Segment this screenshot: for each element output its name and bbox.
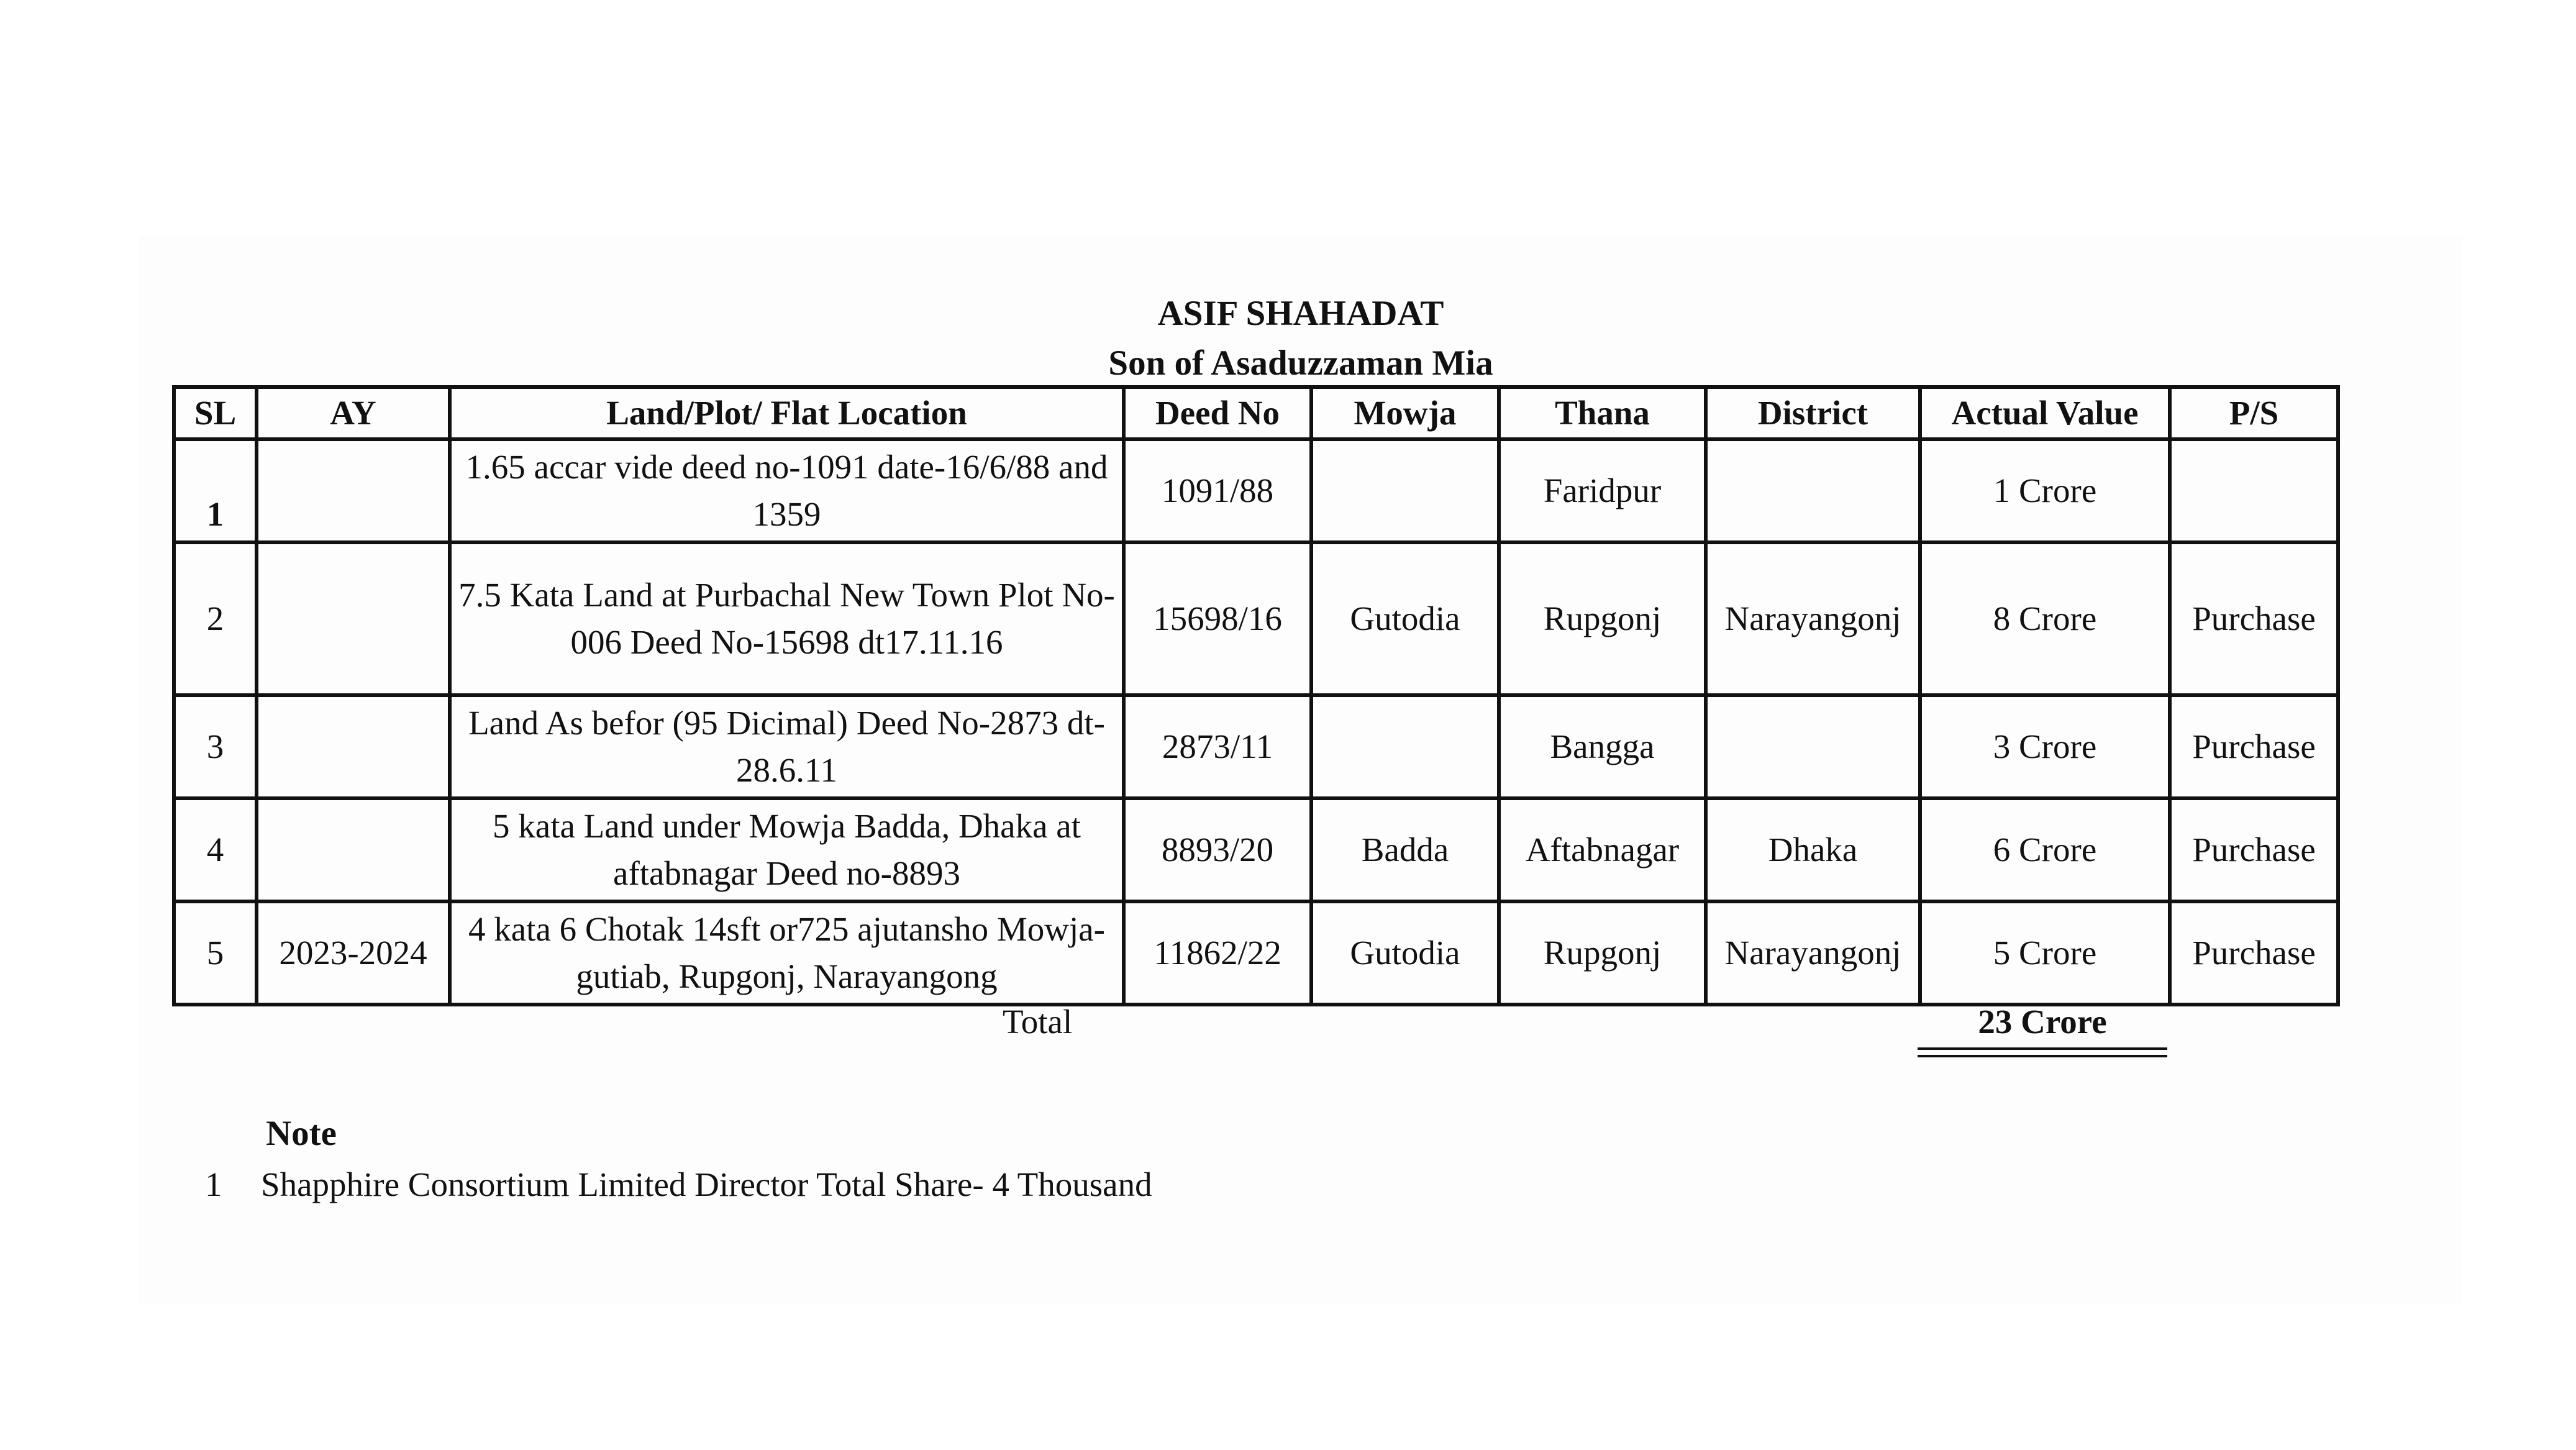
cell-mowja: [1311, 695, 1499, 798]
property-table: [172, 385, 2340, 1006]
column-header-ay: AY: [257, 387, 450, 439]
cell-ay: 2023-2024: [257, 901, 450, 1005]
column-header-ps: P/S: [2170, 387, 2338, 439]
table-row: [174, 439, 2338, 542]
cell-district: [1706, 439, 1920, 542]
cell-thana: Rupgonj: [1499, 901, 1706, 1005]
cell-ay: [257, 439, 450, 542]
document-subtitle: Son of Asaduzzaman Mia: [1108, 344, 1493, 383]
cell-location: 4 kata 6 Chotak 14sft or725 ajutansho Mowja-gutiab, Rupgonj, Narayangong: [450, 901, 1124, 1005]
column-header-actual-value: Actual Value: [1920, 387, 2170, 439]
cell-deed-no: 8893/20: [1124, 798, 1311, 901]
cell-actual-value: 8 Crore: [1920, 542, 2170, 695]
cell-district: [1706, 695, 1920, 798]
table-row: [174, 798, 2338, 901]
document-title: ASIF SHAHADAT: [1157, 294, 1444, 333]
cell-district: Narayangonj: [1706, 542, 1920, 695]
table-row: [174, 901, 2338, 1005]
note-heading: Note: [266, 1114, 337, 1153]
cell-location: Land As befor (95 Dicimal) Deed No-2873 dt-28.6.11: [450, 695, 1124, 798]
cell-mowja: [1311, 439, 1499, 542]
cell-thana: Aftabnagar: [1499, 798, 1706, 901]
total-value: 23 Crore: [1918, 1000, 2167, 1050]
cell-ay: [257, 542, 450, 695]
cell-sl: 1: [174, 439, 257, 542]
cell-actual-value: 1 Crore: [1920, 439, 2170, 542]
cell-ps: Purchase: [2170, 901, 2338, 1005]
column-header-sl: SL: [174, 387, 257, 439]
column-header-deed-no: Deed No: [1124, 387, 1311, 439]
total-label: Total: [1003, 1003, 1073, 1041]
cell-location: 5 kata Land under Mowja Badda, Dhaka at aftabnagar Deed no-8893: [450, 798, 1124, 901]
document-sheet: [139, 236, 2462, 1305]
column-header-district: District: [1706, 387, 1920, 439]
cell-sl: 2: [174, 542, 257, 695]
cell-sl: 4: [174, 798, 257, 901]
cell-district: Narayangonj: [1706, 901, 1920, 1005]
cell-location: 7.5 Kata Land at Purbachal New Town Plot No-006 Deed No-15698 dt17.11.16: [450, 542, 1124, 695]
cell-thana: Rupgonj: [1499, 542, 1706, 695]
table-row: [174, 542, 2338, 695]
cell-deed-no: 2873/11: [1124, 695, 1311, 798]
note-item-number: 1: [205, 1165, 222, 1203]
cell-deed-no: 15698/16: [1124, 542, 1311, 695]
column-header-mowja: Mowja: [1311, 387, 1499, 439]
cell-ps: Purchase: [2170, 695, 2338, 798]
cell-deed-no: 1091/88: [1124, 439, 1311, 542]
column-header-location: Land/Plot/ Flat Location: [450, 387, 1124, 439]
cell-mowja: Gutodia: [1311, 901, 1499, 1005]
cell-actual-value: 5 Crore: [1920, 901, 2170, 1005]
cell-ay: [257, 798, 450, 901]
cell-mowja: Gutodia: [1311, 542, 1499, 695]
note-item-text: Shapphire Consortium Limited Director Total Share- 4 Thousand: [261, 1165, 1152, 1203]
cell-deed-no: 11862/22: [1124, 901, 1311, 1005]
cell-sl: 3: [174, 695, 257, 798]
table-row: [174, 695, 2338, 798]
cell-district: Dhaka: [1706, 798, 1920, 901]
cell-ps: [2170, 439, 2338, 542]
cell-ps: Purchase: [2170, 798, 2338, 901]
cell-ps: Purchase: [2170, 542, 2338, 695]
cell-actual-value: 3 Crore: [1920, 695, 2170, 798]
note-item: [205, 1163, 1152, 1206]
cell-thana: Faridpur: [1499, 439, 1706, 542]
cell-mowja: Badda: [1311, 798, 1499, 901]
cell-sl: 5: [174, 901, 257, 1005]
cell-ay: [257, 695, 450, 798]
cell-thana: Bangga: [1499, 695, 1706, 798]
column-header-thana: Thana: [1499, 387, 1706, 439]
table-header-row: [174, 387, 2338, 439]
cell-location: 1.65 accar vide deed no-1091 date-16/6/88 and 1359: [450, 439, 1124, 542]
cell-actual-value: 6 Crore: [1920, 798, 2170, 901]
